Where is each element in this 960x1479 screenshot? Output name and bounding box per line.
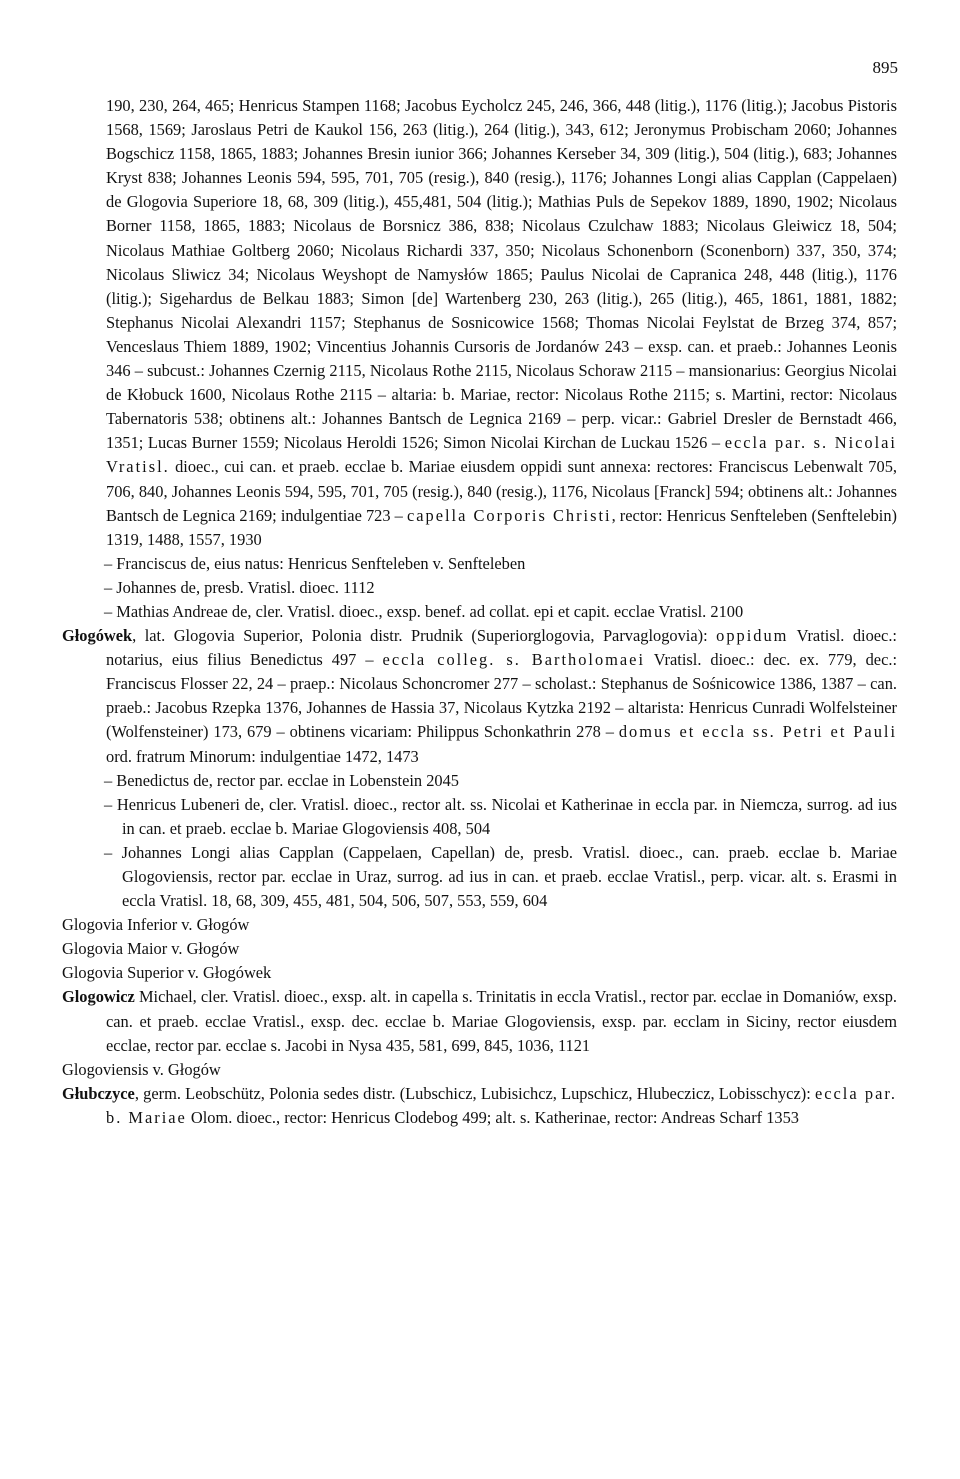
entry-text: , rector: Henricus Senfteleben (Senftelebin) 1319, 1488, 1557, 1930 (106, 505, 898, 549)
index-subentry (62, 841, 897, 913)
index-subentry (62, 576, 897, 600)
entry-text: – Johannes de, presb. Vratisl. dioec. 1112 (104, 577, 375, 597)
entry-text: – Henricus Lubeneri de, cler. Vratisl. dioec., rector alt. ss. Nicolai et Katherinae in eccla par. in Niemcza, surrog. ad ius in can. et praeb. ecclae b. Mariae Glogoviensis 408, 504 (104, 794, 897, 838)
entry-text: Glogoviensis v. Głogów (62, 1059, 221, 1079)
spaced-institution-name: domus et eccla ss. Petri et Pauli (618, 722, 897, 742)
entry-text: ord. fratrum Minorum: indulgentiae 1472, 1473 (106, 746, 419, 766)
index-subentry (62, 769, 897, 793)
entry-text: , germ. Leobschütz, Polonia sedes distr. (Lubschicz, Lubisichcz, Lupschicz, Hlubeczicz, Lobisschycz): (134, 1083, 815, 1103)
index-entry (62, 913, 897, 937)
entry-headword: Glogowicz (62, 987, 135, 1007)
index-entry (62, 937, 897, 961)
index-entry (62, 1058, 897, 1082)
entry-text: dioec., cui can. et praeb. ecclae b. Mariae eiusdem oppidi sunt annexa: rectores: Franciscus Lebenwalt 705, 706, 840, Johannes Leonis 594, 595, 701, 705 (resig.), 840 (resig.), 1176, Nicolaus [Franck] 594; obtinens alt.: Johannes Bantsch de Legnica 2169; indulgentiae 723 – (106, 457, 897, 525)
spaced-institution-name: oppidum (716, 626, 789, 646)
entry-text: – Johannes Longi alias Capplan (Cappelaen, Capellan) de, presb. Vratisl. dioec., can. praeb. ecclae b. Mariae Glogoviensis, rector par. ecclae in Uraz, surrog. ad ius in can. et praeb. ecclae Vratisl., perp. vicar. alt. s. Erasmi in eccla Vratisl. 18, 68, 309, 455, 481, 504, 506, 507, 553, 559, 604 (104, 842, 897, 911)
spaced-institution-name: eccla par. s. Nicolai Vratisl. (106, 433, 897, 477)
entry-headword: Głubczyce (62, 1083, 135, 1103)
spaced-institution-name: capella Corporis Christi (406, 505, 612, 525)
entry-text: – Franciscus de, eius natus: Henricus Senfteleben v. Senfteleben (104, 553, 526, 573)
entry-text: – Mathias Andreae de, cler. Vratisl. dioec., exsp. benef. ad collat. epi et capit. ecclae Vratisl. 2100 (104, 601, 744, 621)
index-column (62, 94, 897, 1130)
entry-text: Vratisl. dioec.: notarius, eius filius Benedictus 497 – (106, 626, 897, 670)
entry-text: – Benedictus de, rector par. ecclae in Lobenstein 2045 (104, 770, 459, 790)
entry-text: Glogovia Inferior v. Głogów (62, 915, 250, 935)
index-entry (62, 1082, 897, 1130)
entry-text: Michael, cler. Vratisl. dioec., exsp. alt. in capella s. Trinitatis in eccla Vratisl., rector par. ecclae in Domaniów, exsp. can. et praeb. ecclae Vratisl., exsp. dec. ecclae b. Mariae Glogoviensis, exsp. par. ecclam in Siciny, rector eiusdem ecclae, rector par. ecclae s. Jacobi in Nysa 435, 581, 699, 845, 1036, 1121 (106, 987, 897, 1055)
entry-text: Glogovia Superior v. Głogówek (62, 963, 272, 983)
entry-text: , lat. Glogovia Superior, Polonia distr. Prudnik (Superiorglogovia, Parvaglogovia): (132, 626, 717, 646)
entry-headword: Głogówek (62, 626, 133, 646)
index-entry-continuation (62, 94, 897, 552)
entry-text: Vratisl. dioec.: dec. ex. 779, dec.: Franciscus Flosser 22, 24 – praep.: Nicolaus Schoncromer 277 – scholast.: Stephanus de Sośnicowice 1386, 1387 – can. praeb.: Jacobus Rzepka 1376, Johannes de Hassia 37, Nicolaus Kytzka 2192 – altarista: Henricus Cunradi Wolfelsteiner (Wolfensteiner) 173, 679 – obtinens vicariam: Philippus Schonkathrin 278 – (106, 650, 897, 742)
index-entry (62, 961, 897, 985)
page-number: 895 (872, 58, 898, 77)
entry-text: Olom. dioec., rector: Henricus Clodebog 499; alt. s. Katherinae, rector: Andreas Scharf 1353 (186, 1107, 800, 1127)
index-subentry (62, 793, 897, 841)
index-subentry (62, 552, 897, 576)
index-subentry (62, 600, 897, 624)
entry-text: 190, 230, 264, 465; Henricus Stampen 1168; Jacobus Eycholcz 245, 246, 366, 448 (litig.), 1176 (litig.); Jacobus Pistoris 1568, 1569; Jaroslaus Petri de Kaukol 156, 263 (litig.), 264 (litig.), 343, 612; Jeronymus Probischam 2060; Johannes Bogschicz 1158, 1865, 1883; Johannes Bresin iunior 366; Johannes Kerseber 34, 309 (litig.), 504 (litig.), 683; Johannes Kryst 838; Johannes Leonis 594, 595, 701, 705 (resig.), 840 (resig.), 1176; Johannes Longi alias Capplan (Cappelaen) de Glogovia Superiore 18, 68, 309 (litig.), 455,481, 504 (litig.); Mathias Puls de Sepekov 1889, 1890, 1902; Nicolaus Borner 1158, 1865, 1883; Nicolaus de Borsnicz 386, 838; Nicolaus Czulchaw 1883; Nicolaus Gleiwicz 18, 504; Nicolaus Mathiae Goltberg 2060; Nicolaus Richardi 337, 350; Nicolaus Schonenborn (Sconenborn) 337, 350, 374; Nicolaus Sliwicz 34; Nicolaus Weyshopt de Namysłów 1865; Paulus Nicolai de Capranica 248, 448 (litig.), 1176 (litig.); Sigehardus de Belkau 1883; Simon [de] Wartenberg 230, 263 (litig.), 265 (litig.), 465, 1861, 1881, 1882; Stephanus Nicolai Alexandri 1157; Stephanus de Sosnicowice 1568; Thomas Nicolai Feylstat de Brzeg 374, 857; Venceslaus Thiem 1889, 1902; Vincentius Johannis Cursoris de Jordanów 243 – exsp. can. et praeb.: Johannes Leonis 346 – subcust.: Johannes Czernig 2115, Nicolaus Rothe 2115, Nicolaus Schoraw 2115 – mansionarius: Georgius Nicolai de Kłobuck 1600, Nicolaus Rothe 2115 – altaria: b. Mariae, rector: Nicolaus Rothe 2115; s. Martini, rector: Nicolaus Tabernatoris 538; obtinens alt.: Johannes Bantsch de Legnica 2169 – perp. vicar.: Gabriel Dresler de Bernstadt 466, 1351; Lucas Burner 1559; Nicolaus Heroldi 1526; Simon Nicolai Kirchan de Luckau 1526 – (106, 96, 897, 453)
spaced-institution-name: eccla par. b. Mariae (106, 1083, 897, 1127)
entry-text: Glogovia Maior v. Głogów (62, 939, 240, 959)
index-entry (62, 985, 897, 1057)
spaced-institution-name: eccla colleg. s. Bartholomaei (382, 650, 645, 670)
index-entry (62, 624, 897, 769)
